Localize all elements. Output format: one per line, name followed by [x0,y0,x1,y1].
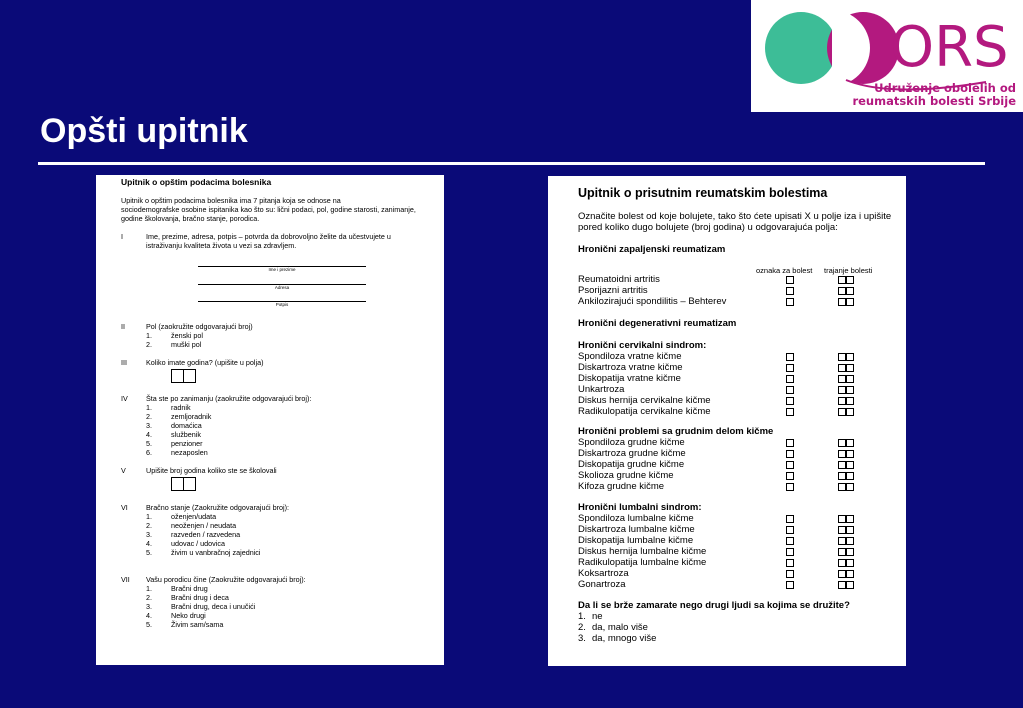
duration-box[interactable] [846,570,854,578]
duration-box[interactable] [846,526,854,534]
option-label[interactable]: Živim sam/sama [171,620,224,629]
disease-mark-checkbox[interactable] [786,570,794,578]
disease-mark-checkbox[interactable] [786,537,794,545]
q2-number: II [121,322,125,331]
disease-item: Diskopatija grudne kičme [578,459,685,470]
option-number: 5. [146,620,152,629]
right-intro-line: pored koliko dugo bolujete (broj godina) u odgovarajuća polja: [578,222,838,233]
right-intro-line: Označite bolest od koje bolujete, tako što ćete upisati X u polje iza i upišite [578,211,892,222]
left-intro-line: godine školovanja, bračno stanje, porodica. [121,214,260,223]
q3-text: Koliko imate godina? (upišite u polja) [146,358,264,367]
q6-number: VI [121,503,128,512]
option-number: 2. [146,340,152,349]
duration-box[interactable] [846,375,854,383]
duration-box[interactable] [846,276,854,284]
duration-box[interactable] [838,537,846,545]
option-label[interactable]: domaćica [171,421,202,430]
disease-item: Unkartroza [578,384,625,395]
duration-box[interactable] [846,353,854,361]
option-number: 1. [146,331,152,340]
duration-box[interactable] [838,526,846,534]
option-label[interactable]: živim u vanbračnoj zajednici [171,548,261,557]
title-divider [38,162,985,165]
disease-mark-checkbox[interactable] [786,483,794,491]
q1-text: istraživanju kvaliteta života u vezi sa zdravljem. [146,241,297,250]
option-number: 2. [146,593,152,602]
duration-box[interactable] [846,397,854,405]
logo-subtitle-line2: reumatskih bolesti Srbije [852,94,1016,108]
col-header-duration: trajanje bolesti [824,266,873,275]
general-questionnaire-page [96,175,444,665]
q4-text: Šta ste po zanimanju (zaokružite odgovarajući broj): [146,394,312,403]
option-label[interactable]: Bračni drug [171,584,208,593]
disease-item: Reumatoidni artritis [578,274,660,285]
option-label[interactable]: službenik [171,430,201,439]
disease-mark-checkbox[interactable] [786,548,794,556]
disease-item: Koksartroza [578,568,629,579]
option-number: 3. [146,421,152,430]
option-label[interactable]: razveden / razvedena [171,530,241,539]
signature-caption: Potpis [275,302,289,307]
option-number: 5. [146,548,152,557]
disease-item: Diskartroza lumbalne kičme [578,524,695,535]
option-label[interactable]: Neko drugi [171,611,206,620]
age-digit-box[interactable] [183,369,196,383]
section-title: Hronični zapaljenski reumatizam [578,244,726,255]
duration-box[interactable] [846,548,854,556]
q5-text: Upišite broj godina koliko ste se školovali [146,466,277,475]
ors-logo [751,0,1023,112]
duration-box[interactable] [838,353,846,361]
duration-box[interactable] [846,386,854,394]
right-heading: Upitnik o prisutnim reumatskim bolestima [578,186,828,200]
duration-box[interactable] [838,287,846,295]
option-number: 4. [146,611,152,620]
option-label[interactable]: nezaposlen [171,448,208,457]
duration-box[interactable] [846,472,854,480]
section-title: Hronični problemi sa grudnim delom kičme [578,426,774,437]
disease-mark-checkbox[interactable] [786,581,794,589]
disease-item: Spondiloza grudne kičme [578,437,685,448]
disease-mark-checkbox[interactable] [786,559,794,567]
option-number: 4. [146,430,152,439]
disease-item: Diskartroza grudne kičme [578,448,686,459]
q7-number: VII [121,575,130,584]
name-caption: Ime i prezime [268,267,296,272]
option-number: 5. [146,439,152,448]
option-number: 2. [578,622,586,633]
disease-mark-checkbox[interactable] [786,397,794,405]
duration-box[interactable] [846,287,854,295]
disease-mark-checkbox[interactable] [786,386,794,394]
duration-box[interactable] [846,559,854,567]
ors-logo-graphic [751,0,1023,112]
option-number: 6. [146,448,152,457]
duration-box[interactable] [846,364,854,372]
disease-mark-checkbox[interactable] [786,298,794,306]
disease-item: Gonartroza [578,579,626,590]
address-caption: Adresa [274,285,290,290]
option-label[interactable]: penzioner [171,439,203,448]
duration-box[interactable] [846,450,854,458]
duration-box[interactable] [846,298,854,306]
disease-item: Diskopatija lumbalne kičme [578,535,694,546]
rheumatic-diseases-page [548,176,906,666]
duration-box[interactable] [838,581,846,589]
disease-item: Spondiloza vratne kičme [578,351,682,362]
disease-item: Diskus hernija lumbalne kičme [578,546,707,557]
option-label[interactable]: radnik [171,403,191,412]
option-label[interactable]: da, malo više [592,622,648,633]
duration-box[interactable] [846,537,854,545]
disease-item: Psorijazni artritis [578,285,648,296]
section-title: Hronični cervikalni sindrom: [578,340,707,351]
duration-box[interactable] [846,483,854,491]
option-number: 1. [146,403,152,412]
disease-item: Radikulopatija cervikalne kičme [578,406,711,417]
q5-number: V [121,466,126,475]
section-title: Hronični lumbalni sindrom: [578,502,702,513]
section-title: Hronični degenerativni reumatizam [578,318,737,329]
left-intro-line: sociodemografske osobine ispitanika kao što su: lični podaci, pol, godine starosti, zanimanje, [121,205,416,214]
disease-mark-checkbox[interactable] [786,439,794,447]
duration-box[interactable] [838,570,846,578]
disease-item: Diskopatija vratne kičme [578,373,681,384]
option-number: 2. [146,412,152,421]
disease-mark-checkbox[interactable] [786,450,794,458]
option-label[interactable]: muški pol [171,340,202,349]
option-number: 4. [146,539,152,548]
disease-mark-checkbox[interactable] [786,515,794,523]
disease-mark-checkbox[interactable] [786,461,794,469]
logo-subtitle-line1: Udruženje obolelih od [874,81,1016,95]
option-label[interactable]: ženski pol [171,331,203,340]
disease-mark-checkbox[interactable] [786,408,794,416]
option-label[interactable]: udovac / udovica [171,539,225,548]
q7-text: Vašu porodicu čine (Zaokružite odgovarajući broj): [146,575,306,584]
disease-mark-checkbox[interactable] [786,353,794,361]
option-label[interactable]: Bračni drug, deca i unučići [171,602,256,611]
logo-text: ORS [890,15,1009,80]
disease-item: Ankilozirajući spondilitis – Behterev [578,296,727,307]
option-number: 1. [578,611,586,622]
duration-box[interactable] [838,397,846,405]
disease-item: Kifoza grudne kičme [578,481,665,492]
option-number: 1. [146,512,152,521]
option-number: 1. [146,584,152,593]
duration-box[interactable] [838,472,846,480]
slide-title: Opšti upitnik [40,112,248,150]
duration-box[interactable] [838,375,846,383]
disease-mark-checkbox[interactable] [786,526,794,534]
col-header-mark: oznaka za bolest [756,266,813,275]
disease-mark-checkbox[interactable] [786,472,794,480]
q1-text: Ime, prezime, adresa, potpis – potvrda da dobrovoljno želite da učestvujete u [146,232,391,241]
option-number: 3. [578,633,586,644]
duration-box[interactable] [838,559,846,567]
duration-box[interactable] [838,408,846,416]
option-label[interactable]: zemljoradnik [171,412,212,421]
duration-box[interactable] [838,461,846,469]
option-label[interactable]: neoženjen / neudata [171,521,237,530]
duration-box[interactable] [838,483,846,491]
disease-mark-checkbox[interactable] [786,276,794,284]
option-label[interactable]: da, mnogo više [592,633,657,644]
duration-box[interactable] [846,408,854,416]
disease-item: Radikulopatija lumbalne kičme [578,557,707,568]
duration-box[interactable] [846,461,854,469]
option-label[interactable]: ne [592,611,603,622]
option-number: 3. [146,602,152,611]
fatigue-question: Da li se brže zamarate nego drugi ljudi sa kojima se družite? [578,600,850,611]
option-number: 2. [146,521,152,530]
q4-number: IV [121,394,128,403]
duration-box[interactable] [838,548,846,556]
duration-box[interactable] [838,298,846,306]
duration-box[interactable] [846,439,854,447]
duration-box[interactable] [838,364,846,372]
disease-item: Diskus hernija cervikalne kičme [578,395,711,406]
disease-item: Diskartroza vratne kičme [578,362,683,373]
q2-text: Pol (zaokružite odgovarajući broj) [146,322,253,331]
option-label[interactable]: oženjen/udata [171,512,217,521]
duration-box[interactable] [838,439,846,447]
option-number: 3. [146,530,152,539]
left-heading: Upitnik o opštim podacima bolesnika [121,177,272,187]
duration-box[interactable] [846,515,854,523]
option-label[interactable]: Bračni drug i deca [171,593,229,602]
duration-box[interactable] [838,276,846,284]
q6-text: Bračno stanje (Zaokružite odgovarajući broj): [146,503,290,512]
duration-box[interactable] [838,450,846,458]
duration-box[interactable] [846,581,854,589]
duration-box[interactable] [838,386,846,394]
duration-box[interactable] [838,515,846,523]
disease-mark-checkbox[interactable] [786,364,794,372]
school-years-box[interactable] [183,477,196,491]
disease-item: Spondiloza lumbalne kičme [578,513,694,524]
q3-number: III [121,358,127,367]
disease-mark-checkbox[interactable] [786,287,794,295]
disease-item: Skolioza grudne kičme [578,470,674,481]
disease-mark-checkbox[interactable] [786,375,794,383]
left-intro-line: Upitnik o opštim podacima bolesnika ima 7 pitanja koja se odnose na [121,196,341,205]
q1-number: I [121,232,123,241]
